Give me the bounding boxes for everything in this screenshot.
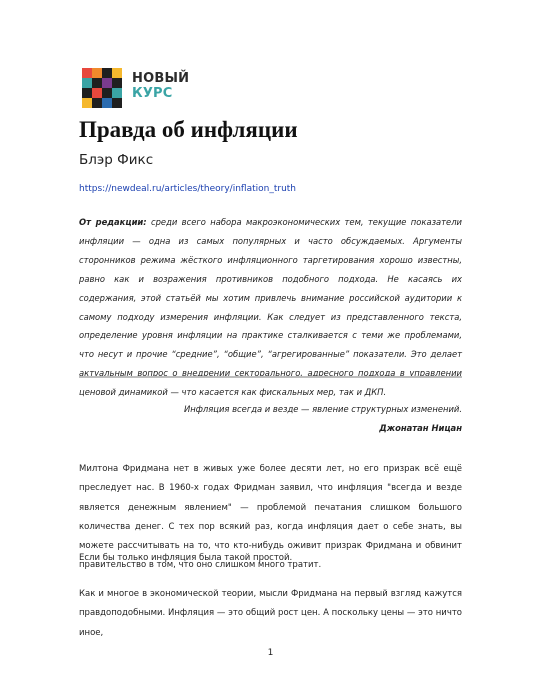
logo-tile [82,98,92,108]
logo-tile [92,88,102,98]
brand-logo-icon [82,68,122,108]
logo-tile [112,68,122,78]
source-link[interactable]: https://newdeal.ru/articles/theory/inflation_truth [79,184,297,194]
logo-tile [92,98,102,108]
logo-tile [102,98,112,108]
body-paragraph: Если бы только инфляция была такой простой. [79,553,293,563]
body-paragraph: Как и многое в экономической теории, мысли Фридмана на первый взгляд кажутся правдоподобными. Инфляция — это общий рост цен. А поскольку цены — это ничто иное, [79,589,462,638]
logo-tile [102,78,112,88]
logo-tile [102,68,112,78]
author-name: Блэр Фикс [79,152,154,168]
epigraph-author: Джонатан Ницан [379,422,462,433]
logo-tile [82,68,92,78]
logo-tile [92,78,102,88]
editorial-note [79,213,462,402]
page-title: Правда об инфляции [79,117,298,142]
brand-name [132,71,189,101]
logo-tile [92,68,102,78]
body-paragraph: Милтона Фридмана нет в живых уже более десяти лет, но его призрак всё ещё преследует нас. В 1960-х годах Фридман заявил, что инфляция "всегда и везде является денежным явлением" — проблемой печатания слишком большого количества денег. С тех пор всякий раз, когда инфляция дает о себе знать, вы можете рассчитывать на то, что кто-нибудь оживит призрак Фридмана и обвинит правительство в том, что оно слишком много тратит. [79,464,462,571]
brand-line-1: НОВЫЙ [132,71,190,86]
logo-tile [112,98,122,108]
divider [79,376,462,378]
logo-tile [112,78,122,88]
brand-line-2: КУРС [132,86,173,101]
epigraph [184,400,462,437]
editorial-label: От редакции: [79,217,147,227]
page-number: 1 [267,648,274,658]
epigraph-quote: Инфляция всегда и везде — явление структурных изменений. [183,404,462,414]
editorial-text: среди всего набора макроэкономических тем, текущие показатели инфляции — одна из самых популярных и часто обсуждаемых. Аргументы сторонников режима жёсткого инфляционного таргетирования хорошо известны, равно как и возражения противников подобного подхода. Не касаясь их содержания, этой статьёй мы хотим привлечь внимание российской аудитории к самому подходу измерения инфляции. Как следует из представленного текста, определение уровня инфляции на практике сталкивается с теми же проблемами, что несут и прочие “средние”, “общие”, “агрегированные” показатели. Это делает актуальным вопрос о внедрении секторального, адресного подхода в управлении ценовой динамикой — что касается как фискальных мер, так и ДКП. [79,217,462,398]
logo-tile [112,88,122,98]
logo-tile [82,88,92,98]
logo-tile [82,78,92,88]
logo-tile [102,88,112,98]
